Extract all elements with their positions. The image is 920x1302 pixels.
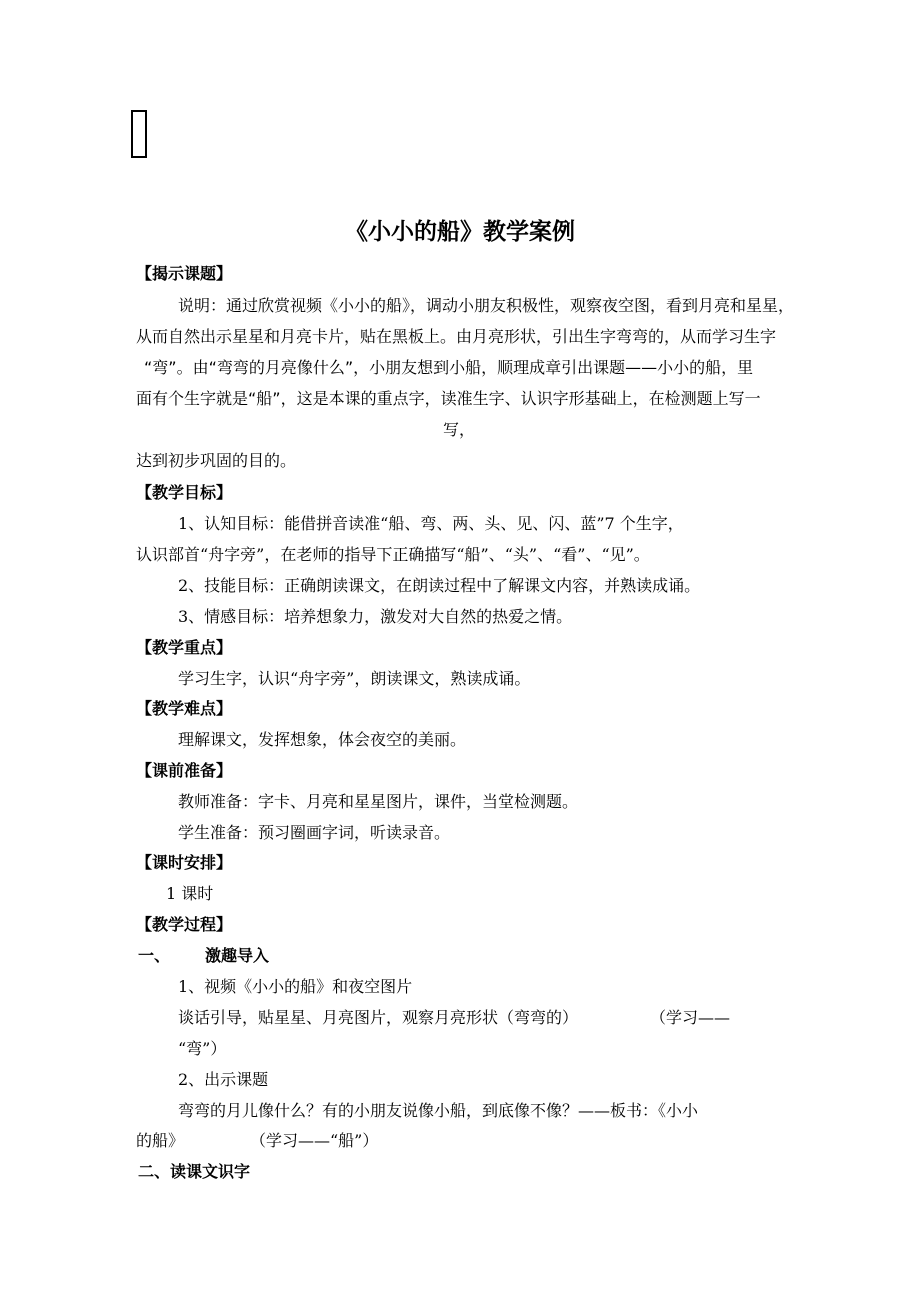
reveal-line-2: 从而自然出示星星和月亮卡片，贴在黑板上。由月亮形状，引出生字弯弯的，从而学习生字 (136, 327, 777, 346)
reveal-line-4: 面有个生字就是“船”，这是本课的重点字，读准生字、认识字形基础上，在检测题上写一 (136, 389, 761, 408)
reveal-line-6: 达到初步巩固的目的。 (136, 451, 297, 470)
section-heading-goals: 【教学目标】 (136, 483, 233, 502)
section-heading-process: 【教学过程】 (136, 915, 233, 934)
preparation-student: 学生准备：预习圈画字词，听读录音。 (178, 823, 451, 842)
step-1-item-1-text-b: （学习—— (650, 1008, 731, 1027)
step-1-item-2-text-b: 的船》 (136, 1131, 185, 1150)
process-step-1-title: 激趣导入 (205, 946, 270, 965)
schedule-text: 1 课时 (166, 884, 214, 903)
step-1-item-2: 2、出示课题 (178, 1070, 269, 1089)
reveal-line-3: “弯”。由“弯弯的月亮像什么”，小朋友想到小船，顺理成章引出课题——小小的船，里 (144, 358, 754, 377)
placeholder-glyph-box (131, 110, 147, 158)
section-heading-difficulties: 【教学难点】 (136, 699, 233, 718)
key-points-text: 学习生字，认识“舟字旁”，朗读课文，熟读成诵。 (178, 669, 531, 688)
step-1-item-2-text-a: 弯弯的月儿像什么？有的小朋友说像小船，到底像不像？——板书：《小小 (178, 1101, 699, 1120)
goal-2: 2、技能目标：正确朗读课文，在朗读过程中了解课文内容，并熟读成诵。 (178, 576, 701, 595)
step-1-item-2-text-c: （学习——“船”） (250, 1131, 379, 1150)
step-1-item-1-text-c: “弯”） (178, 1039, 227, 1058)
process-step-2-title: 二、读课文识字 (138, 1162, 251, 1181)
step-1-item-1-text-a: 谈话引导，贴星星、月亮图片，观察月亮形状（弯弯的） (178, 1008, 579, 1027)
section-heading-schedule: 【课时安排】 (136, 853, 233, 872)
goal-1a: 1、认知目标：能借拼音读准“船、弯、两、头、见、闪、蓝”7 个生字， (178, 514, 684, 533)
reveal-line-1: 说明：通过欣赏视频《小小的船》，调动小朋友积极性，观察夜空图，看到月亮和星星， (178, 296, 795, 315)
preparation-teacher: 教师准备：字卡、月亮和星星图片，课件，当堂检测题。 (178, 792, 579, 811)
document-title: 《小小的船》教学案例 (345, 219, 575, 245)
step-1-item-1: 1、视频《小小的船》和夜空图片 (178, 977, 413, 996)
goal-1b: 认识部首“舟字旁”，在老师的指导下正确描写“船”、“头”、“看”、“见”。 (136, 545, 650, 564)
process-step-1-number: 一、 (138, 946, 171, 965)
section-heading-preparation: 【课前准备】 (136, 761, 233, 780)
reveal-line-5: 写， (443, 420, 476, 439)
section-heading-key-points: 【教学重点】 (136, 638, 233, 657)
difficulties-text: 理解课文，发挥想象，体会夜空的美丽。 (178, 730, 467, 749)
section-heading-reveal: 【揭示课题】 (136, 264, 233, 283)
goal-3: 3、情感目标：培养想象力，激发对大自然的热爱之情。 (178, 607, 573, 626)
